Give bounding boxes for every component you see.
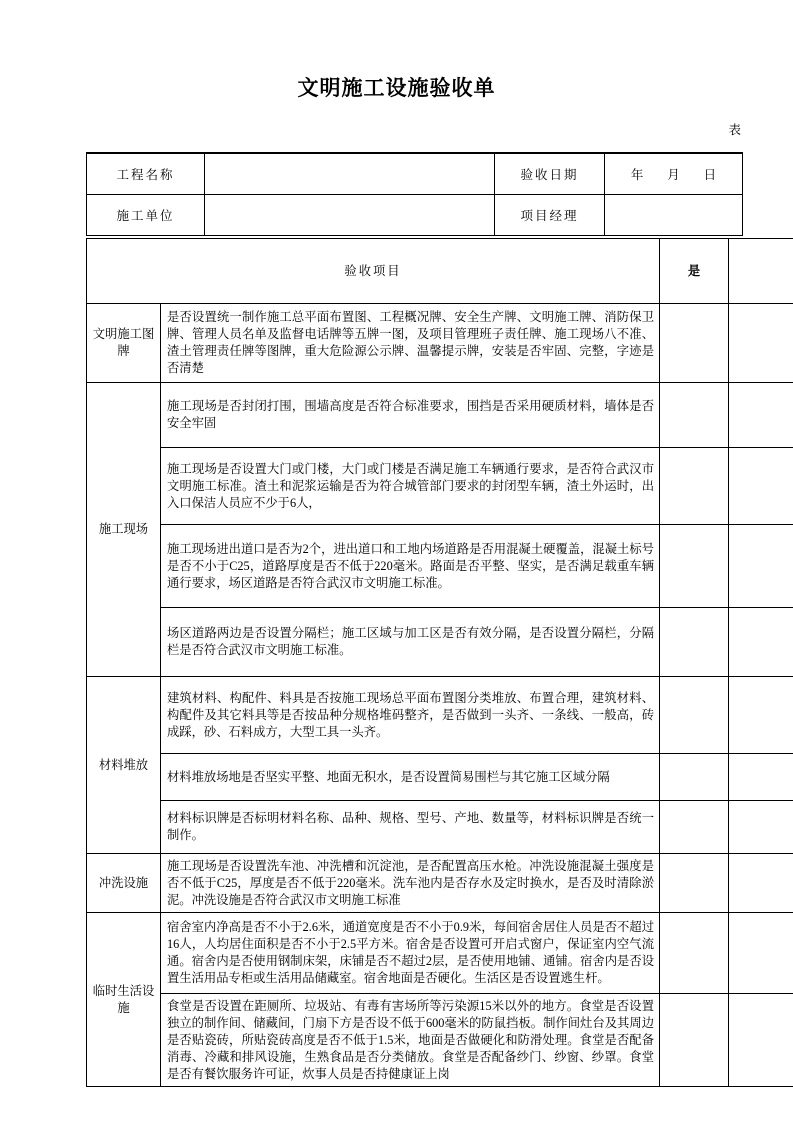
- checklist-item-text: 建筑材料、构配件、料具是否按施工现场总平面布置图分类堆放、布置合理，建筑材料、构配件及其它料具等是否按品种分规格堆码整齐，是否做到一头齐、一条线、一般高，砖成踩，砂、石料成方，大型工具一头齐。: [161, 677, 660, 754]
- project-manager-label: 项目经理: [495, 195, 605, 236]
- yes-checkbox-cell[interactable]: [660, 854, 729, 913]
- no-checkbox-cell[interactable]: [729, 913, 793, 994]
- acceptance-date-input[interactable]: [605, 153, 743, 195]
- acceptance-checklist-table: [86, 238, 793, 1087]
- date-year-label: 年: [630, 168, 644, 182]
- category-cell: 临时生活设施: [87, 913, 161, 1087]
- date-month-label: 月: [667, 168, 680, 182]
- no-checkbox-cell[interactable]: [729, 677, 793, 754]
- header-no-column: [729, 239, 793, 304]
- table-row: [87, 994, 793, 1087]
- no-checkbox-cell[interactable]: [729, 525, 793, 608]
- acceptance-date-label: 验收日期: [495, 153, 605, 195]
- project-info-table: [86, 152, 743, 236]
- no-checkbox-cell[interactable]: [729, 754, 793, 801]
- yes-checkbox-cell[interactable]: [660, 994, 729, 1087]
- checklist-item-text: 宿舍室内净高是否不小于2.6米，通道宽度是否不小于0.9米，每间宿舍居住人员是否不超过16人，人均居住面积是否不小于2.5平方米。宿舍是否设置可开启式窗户，保证室内空气流通。宿舍内是否使用钢制床架，床铺是否不超过2层，是否使用地铺、通铺。宿舍内是否设置生活用品专柜或生活用品储藏室。宿舍地面是否硬化。生活区是否设置逃生杆。: [161, 913, 660, 994]
- table-row: [87, 801, 793, 854]
- no-checkbox-cell[interactable]: [729, 801, 793, 854]
- table-row: [87, 304, 793, 383]
- checklist-item-text: 食堂是否设置在距厕所、垃圾站、有毒有害场所等污染源15米以外的地方。食堂是否设置独立的制作间、储藏间，门扇下方是否设不低于600毫米的防鼠挡板。制作间灶台及其周边是否贴瓷砖，所贴瓷砖高度是否不低于1.5米，地面是否做硬化和防滑处理。食堂是否配备消毒、冷藏和排风设施，生熟食品是否分类储放。食堂是否配备纱门、纱窗、纱罩。食堂是否有餐饮服务许可证，炊事人员是否持健康证上岗: [161, 994, 660, 1087]
- table-row: [87, 383, 793, 448]
- yes-checkbox-cell[interactable]: [660, 525, 729, 608]
- checklist-item-text: 施工现场是否设置洗车池、冲洗槽和沉淀池，是否配置高压水枪。冲洗设施混凝土强度是否不低于C25，厚度是否不低于220毫米。洗车池内是否存水及定时换水，是否及时清除淤泥。冲洗设施是否符合武汉市文明施工标准: [161, 854, 660, 913]
- category-cell: 文明施工图牌: [87, 304, 161, 383]
- construction-unit-input[interactable]: [205, 195, 495, 236]
- yes-checkbox-cell[interactable]: [660, 383, 729, 448]
- checklist-item-text: 材料标识牌是否标明材料名称、品种、规格、型号、产地、数量等，材料标识牌是否统一制作。: [161, 801, 660, 854]
- checklist-item-text: 是否设置统一制作施工总平面布置图、工程概况牌、安全生产牌、文明施工牌、消防保卫牌、管理人员名单及监督电话牌等五牌一图，及项目管理班子责任牌、施工现场八不准、渣土管理责任牌等图牌，重大危险源公示牌、温馨提示牌，安装是否牢固、完整，字迹是否清楚: [161, 304, 660, 383]
- yes-checkbox-cell[interactable]: [660, 913, 729, 994]
- no-checkbox-cell[interactable]: [729, 854, 793, 913]
- no-checkbox-cell[interactable]: [729, 448, 793, 525]
- yes-checkbox-cell[interactable]: [660, 754, 729, 801]
- date-day-label: 日: [703, 168, 717, 182]
- checklist-item-text: 材料堆放场地是否坚实平整、地面无积水，是否设置简易围栏与其它施工区域分隔: [161, 754, 660, 801]
- checklist-item-text: 施工现场是否设置大门或门楼，大门或门楼是否满足施工车辆通行要求，是否符合武汉市文明施工标准。渣土和泥浆运输是否为符合城管部门要求的封闭型车辆，渣土外运时，出入口保洁人员应不少于6人，: [161, 448, 660, 525]
- table-row: [87, 608, 793, 677]
- form-code-label: 表: [728, 123, 741, 137]
- table-row: [87, 677, 793, 754]
- yes-checkbox-cell[interactable]: [660, 448, 729, 525]
- category-cell: 材料堆放: [87, 677, 161, 854]
- table-row: [87, 913, 793, 994]
- page-title: 文明施工设施验收单: [297, 77, 496, 100]
- table-row: [87, 525, 793, 608]
- no-checkbox-cell[interactable]: [729, 304, 793, 383]
- no-checkbox-cell[interactable]: [729, 383, 793, 448]
- project-name-input[interactable]: [205, 153, 495, 195]
- checklist-item-text: 施工现场是否封闭打围，围墙高度是否符合标准要求，围挡是否采用硬质材料，墙体是否安全牢固: [161, 383, 660, 448]
- yes-checkbox-cell[interactable]: [660, 608, 729, 677]
- yes-checkbox-cell[interactable]: [660, 304, 729, 383]
- project-name-label: 工程名称: [87, 153, 205, 195]
- yes-checkbox-cell[interactable]: [660, 677, 729, 754]
- table-row: [87, 195, 743, 236]
- table-row: [87, 854, 793, 913]
- table-row: [87, 448, 793, 525]
- no-checkbox-cell[interactable]: [729, 608, 793, 677]
- category-cell: 冲洗设施: [87, 854, 161, 913]
- yes-checkbox-cell[interactable]: [660, 801, 729, 854]
- no-checkbox-cell[interactable]: [729, 994, 793, 1087]
- checklist-item-text: 场区道路两边是否设置分隔栏；施工区域与加工区是否有效分隔，是否设置分隔栏，分隔栏是否符合武汉市文明施工标准。: [161, 608, 660, 677]
- table-row: [87, 153, 743, 195]
- construction-unit-label: 施工单位: [87, 195, 205, 236]
- project-manager-input[interactable]: [605, 195, 743, 236]
- table-row: [87, 754, 793, 801]
- table-header-row: [87, 239, 793, 304]
- header-yes-column: 是: [660, 239, 729, 304]
- category-cell: 施工现场: [87, 383, 161, 677]
- header-acceptance-item: 验收项目: [87, 239, 660, 304]
- checklist-item-text: 施工现场进出道口是否为2个，进出道口和工地内场道路是否用混凝土硬覆盖，混凝土标号是否不小于C25，道路厚度是否不低于220毫米。路面是否平整、坚实，是否满足载重车辆通行要求，场区道路是否符合武汉市文明施工标准。: [161, 525, 660, 608]
